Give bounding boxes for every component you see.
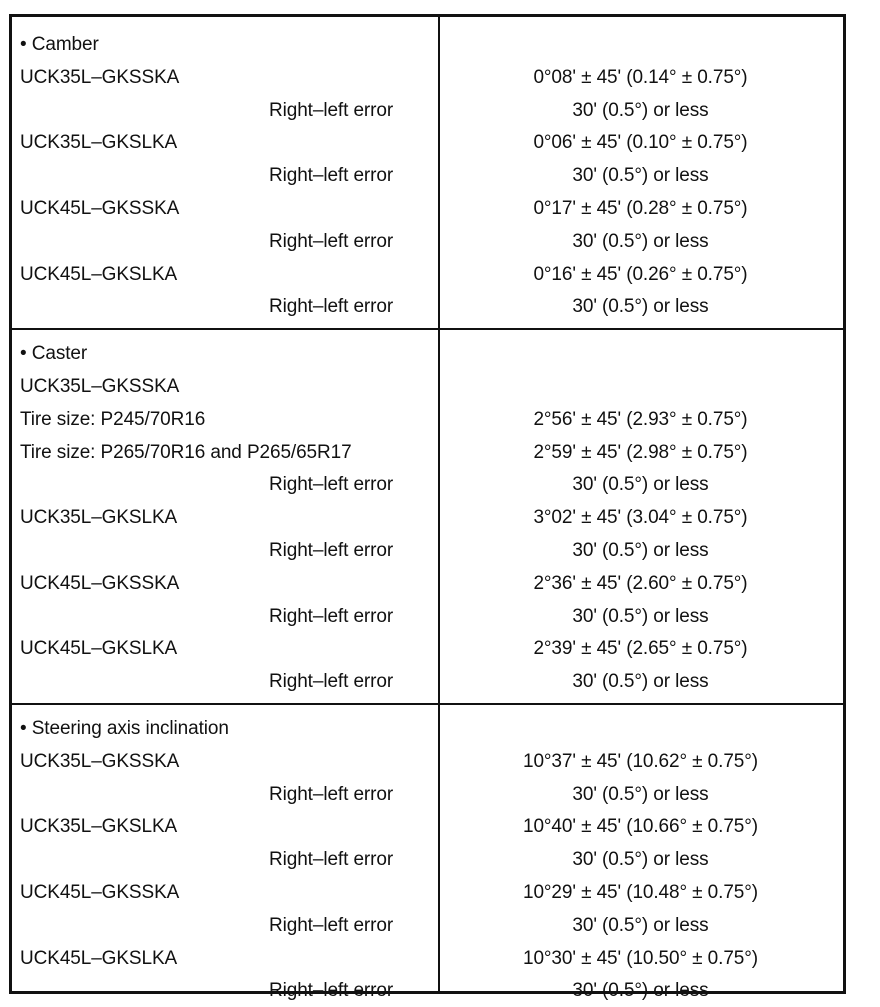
spec-value: 2°56' ± 45' (2.93° ± 0.75°) bbox=[533, 408, 748, 430]
row-label: UCK35L–GKSSKA bbox=[20, 750, 180, 772]
row-label: UCK35L–GKSLKA bbox=[20, 132, 178, 154]
table-row bbox=[12, 371, 843, 403]
spec-value: 30' (0.5°) or less bbox=[572, 980, 709, 1002]
row-label: UCK45L–GKSLKA bbox=[20, 263, 178, 285]
section-title-row bbox=[12, 29, 843, 61]
table-row bbox=[12, 746, 843, 778]
alignment-spec-table bbox=[9, 14, 846, 1002]
error-label: Right–left error bbox=[269, 914, 394, 936]
error-label: Right–left error bbox=[269, 474, 394, 496]
row-label: Tire size: P245/70R16 bbox=[20, 408, 206, 430]
table-row bbox=[12, 943, 843, 975]
section-title-row bbox=[12, 713, 843, 745]
table-row bbox=[12, 877, 843, 909]
error-label: Right–left error bbox=[269, 540, 394, 561]
section-divider bbox=[12, 328, 843, 330]
table-row bbox=[12, 127, 843, 159]
spec-value: 10°29' ± 45' (10.48° ± 0.75°) bbox=[523, 882, 758, 903]
section-title: • Steering axis inclination bbox=[20, 718, 229, 739]
spec-value: 30' (0.5°) or less bbox=[572, 165, 709, 187]
table-row bbox=[12, 62, 843, 94]
table-row bbox=[12, 666, 843, 698]
table-row bbox=[12, 975, 843, 1007]
section-title-row bbox=[12, 338, 843, 370]
spec-value: 2°59' ± 45' (2.98° ± 0.75°) bbox=[533, 441, 748, 463]
error-label: Right–left error bbox=[269, 230, 394, 252]
error-label: Right–left error bbox=[269, 165, 394, 187]
row-label: UCK35L–GKSLKA bbox=[20, 507, 178, 529]
table-row bbox=[12, 404, 843, 436]
spec-value: 10°30' ± 45' (10.50° ± 0.75°) bbox=[523, 947, 758, 969]
error-label: Right–left error bbox=[269, 605, 394, 627]
table-row bbox=[12, 633, 843, 665]
error-label: Right–left error bbox=[269, 783, 394, 805]
row-label: UCK45L–GKSSKA bbox=[20, 198, 180, 219]
row-label: UCK45L–GKSSKA bbox=[20, 882, 180, 903]
table-row bbox=[12, 291, 843, 323]
table-row bbox=[12, 601, 843, 633]
spec-value: 30' (0.5°) or less bbox=[572, 474, 709, 496]
spec-value: 30' (0.5°) or less bbox=[572, 230, 709, 252]
spec-value: 30' (0.5°) or less bbox=[572, 783, 709, 805]
table-row bbox=[12, 811, 843, 843]
table-row bbox=[12, 437, 843, 469]
table-row bbox=[12, 535, 843, 567]
spec-value: 30' (0.5°) or less bbox=[572, 296, 709, 318]
spec-value: 2°36' ± 45' (2.60° ± 0.75°) bbox=[533, 572, 748, 594]
table-row bbox=[12, 193, 843, 225]
error-label: Right–left error bbox=[269, 296, 394, 318]
spec-value bbox=[438, 371, 843, 403]
row-label: UCK35L–GKSLKA bbox=[20, 816, 178, 838]
spec-value: 10°40' ± 45' (10.66° ± 0.75°) bbox=[523, 816, 758, 838]
table-row bbox=[12, 568, 843, 600]
spec-value: 10°37' ± 45' (10.62° ± 0.75°) bbox=[523, 750, 758, 772]
table-row bbox=[12, 779, 843, 811]
error-label: Right–left error bbox=[269, 99, 394, 121]
spec-value: 3°02' ± 45' (3.04° ± 0.75°) bbox=[533, 507, 748, 529]
spec-value: 30' (0.5°) or less bbox=[572, 671, 709, 693]
spec-value: 0°17' ± 45' (0.28° ± 0.75°) bbox=[533, 198, 748, 219]
section-title: • Caster bbox=[20, 343, 88, 365]
spec-value: 30' (0.5°) or less bbox=[572, 849, 709, 871]
spec-value: 30' (0.5°) or less bbox=[572, 605, 709, 627]
error-label: Right–left error bbox=[269, 671, 394, 693]
error-label: Right–left error bbox=[269, 980, 394, 1002]
table-row bbox=[12, 469, 843, 501]
row-label: Tire size: P265/70R16 and P265/65R17 bbox=[20, 441, 352, 463]
section-title: • Camber bbox=[20, 34, 99, 55]
table-row bbox=[12, 502, 843, 534]
spec-value: 0°16' ± 45' (0.26° ± 0.75°) bbox=[533, 263, 748, 285]
spec-value: 30' (0.5°) or less bbox=[572, 914, 709, 936]
row-label: UCK35L–GKSSKA bbox=[20, 376, 180, 397]
error-label: Right–left error bbox=[269, 849, 394, 871]
spec-value: 2°39' ± 45' (2.65° ± 0.75°) bbox=[533, 638, 748, 660]
table-row bbox=[12, 259, 843, 291]
table-row bbox=[12, 910, 843, 942]
spec-value: 0°06' ± 45' (0.10° ± 0.75°) bbox=[533, 132, 748, 154]
spec-value: 30' (0.5°) or less bbox=[572, 99, 709, 121]
row-label: UCK45L–GKSLKA bbox=[20, 947, 178, 969]
section-divider bbox=[12, 703, 843, 705]
row-label: UCK35L–GKSSKA bbox=[20, 66, 180, 88]
table-row bbox=[12, 95, 843, 127]
row-label: UCK45L–GKSSKA bbox=[20, 572, 180, 594]
spec-value: 30' (0.5°) or less bbox=[572, 540, 709, 561]
table-row bbox=[12, 226, 843, 258]
table-row bbox=[12, 160, 843, 192]
table-row bbox=[12, 844, 843, 876]
spec-value: 0°08' ± 45' (0.14° ± 0.75°) bbox=[533, 66, 748, 88]
row-label: UCK45L–GKSLKA bbox=[20, 638, 178, 660]
